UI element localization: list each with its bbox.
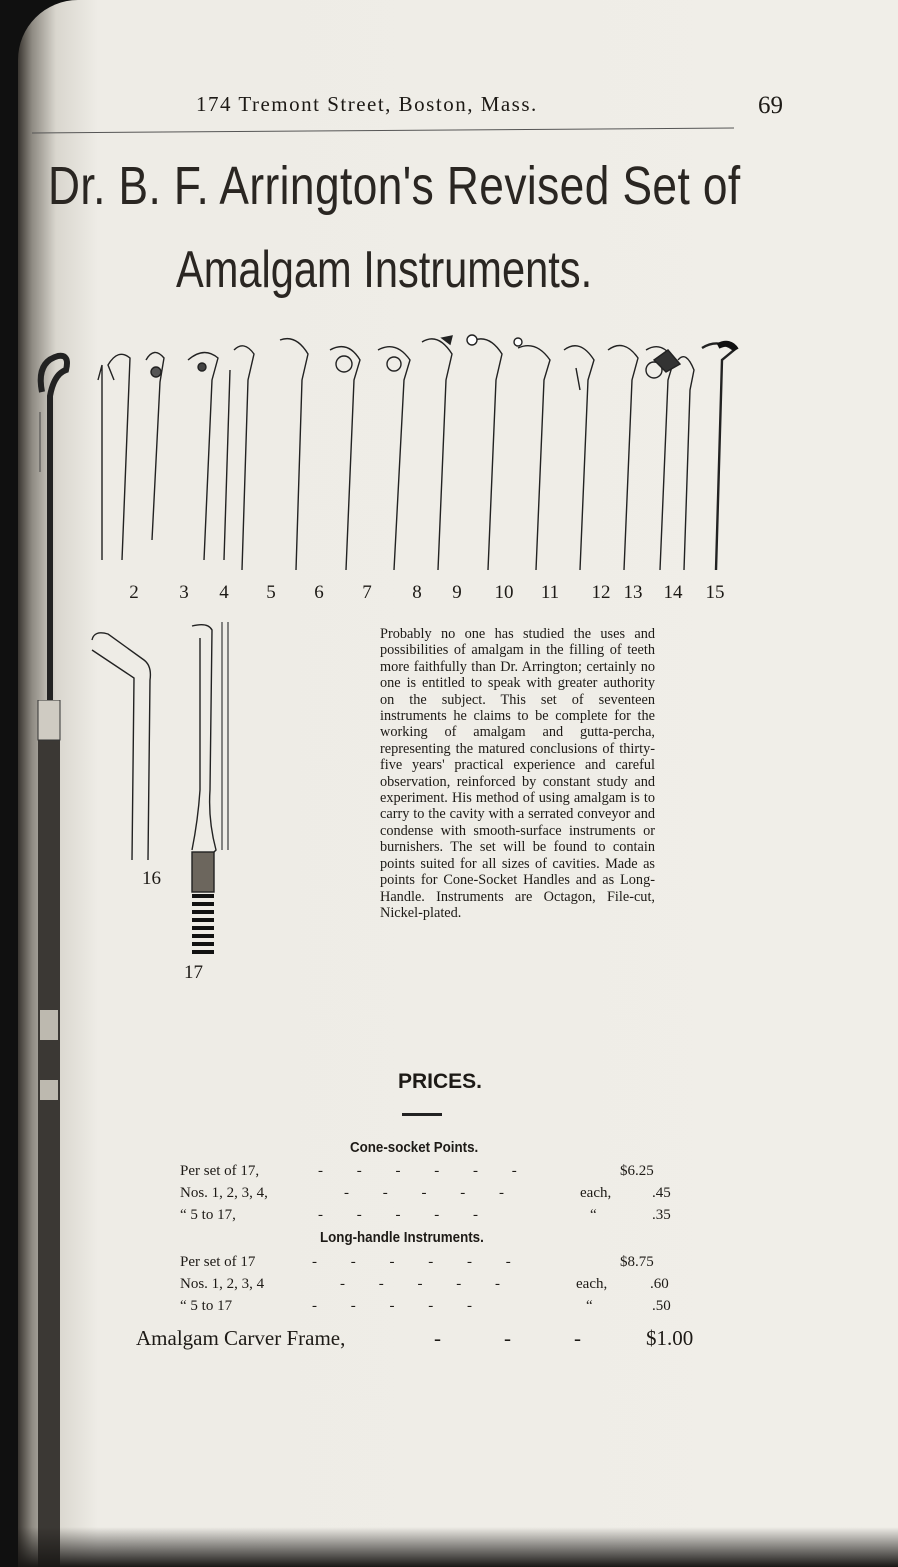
page-number: 69 — [758, 92, 783, 119]
cone-socket-heading: Cone-socket Points. — [350, 1140, 479, 1156]
instrument-number-13: 13 — [623, 582, 643, 603]
instrument-number-16: 16 — [142, 868, 161, 889]
title-line-2: Amalgam Instruments. — [176, 241, 593, 299]
price-row-label: “ 5 to 17 — [180, 1298, 233, 1314]
leader-dots: - - - — [434, 1326, 581, 1350]
leader-dots: - - - - - - — [312, 1254, 511, 1270]
instrument-number-15: 15 — [705, 582, 725, 603]
page-bottom-shadow — [18, 1527, 898, 1567]
price-row-label: Per set of 17 — [180, 1254, 256, 1270]
instrument-number-3: 3 — [179, 582, 189, 603]
price-unit: each, — [576, 1276, 608, 1292]
leader-dots: - - - - - — [344, 1185, 504, 1201]
long-handle-body-illustration — [34, 700, 64, 1567]
price-row-label: “ 5 to 17, — [180, 1207, 236, 1223]
long-handle-heading: Long-handle Instruments. — [320, 1230, 484, 1246]
carver-label: Amalgam Carver Frame, — [136, 1326, 346, 1350]
price-value: .50 — [652, 1298, 671, 1314]
title-line-1: Dr. B. F. Arrington's Revised Set of — [48, 156, 741, 216]
price-row-label: Nos. 1, 2, 3, 4 — [180, 1276, 265, 1292]
instrument-number-2: 2 — [129, 582, 139, 603]
instrument-number-11: 11 — [540, 582, 560, 603]
price-value: .60 — [650, 1276, 669, 1292]
price-value: $8.75 — [620, 1254, 654, 1270]
instrument-number-4: 4 — [219, 582, 229, 603]
header-rule — [32, 128, 734, 134]
prices-divider — [402, 1113, 442, 1116]
price-value: $6.25 — [620, 1163, 654, 1179]
prices-heading: PRICES. — [397, 1070, 483, 1093]
instruments-16-17-illustration — [88, 620, 258, 970]
instrument-number-12: 12 — [591, 582, 611, 603]
price-value: .45 — [652, 1185, 671, 1201]
instrument-number-9: 9 — [452, 582, 462, 603]
catalog-page — [18, 0, 898, 1567]
instrument-number-14: 14 — [663, 582, 683, 603]
instrument-description: Probably no one has studied the uses and possibilities of amalgam in the filling of teeth more faithfully than Dr. Arrington; certainly no one is entitled to speak with greater authority on the subject. This set of seventeen instruments he claims to be complete for the working of amalgam and gutta-percha, representing the matured conclusions of thirty-five years' practical experience and careful observation, reinforced by constant study and experiment. His method of using amalgam is to carry to the cavity with a serrated conveyor and condense with smooth-surface instruments or burnishers. The set will be found to contain points suited for all sizes of cavities. Made as points for Cone-Socket Handles and as Long-Handle. Instruments are Octagon, File-cut, Nickel-plated. — [380, 626, 655, 921]
price-unit: each, — [580, 1185, 612, 1201]
price-row-label: Nos. 1, 2, 3, 4, — [180, 1185, 268, 1201]
page-header: 174 Tremont Street, Boston, Mass. — [196, 92, 538, 116]
instrument-number-5: 5 — [266, 582, 276, 603]
instrument-number-6: 6 — [314, 582, 324, 603]
leader-dots: - - - - - — [312, 1298, 472, 1314]
leader-dots: - - - - - — [318, 1207, 478, 1223]
instrument-points-illustration — [18, 320, 758, 580]
price-unit: “ — [586, 1298, 593, 1314]
leader-dots: - - - - - - — [318, 1163, 517, 1179]
instrument-number-7: 7 — [362, 582, 372, 603]
instrument-number-8: 8 — [412, 582, 422, 603]
instrument-number-10: 10 — [494, 582, 514, 603]
price-row-label: Per set of 17, — [180, 1163, 260, 1179]
leader-dots: - - - - - — [340, 1276, 500, 1292]
carver-price: $1.00 — [646, 1326, 694, 1350]
instrument-number-17: 17 — [184, 962, 203, 983]
price-value: .35 — [652, 1207, 671, 1223]
price-unit: “ — [590, 1207, 597, 1223]
